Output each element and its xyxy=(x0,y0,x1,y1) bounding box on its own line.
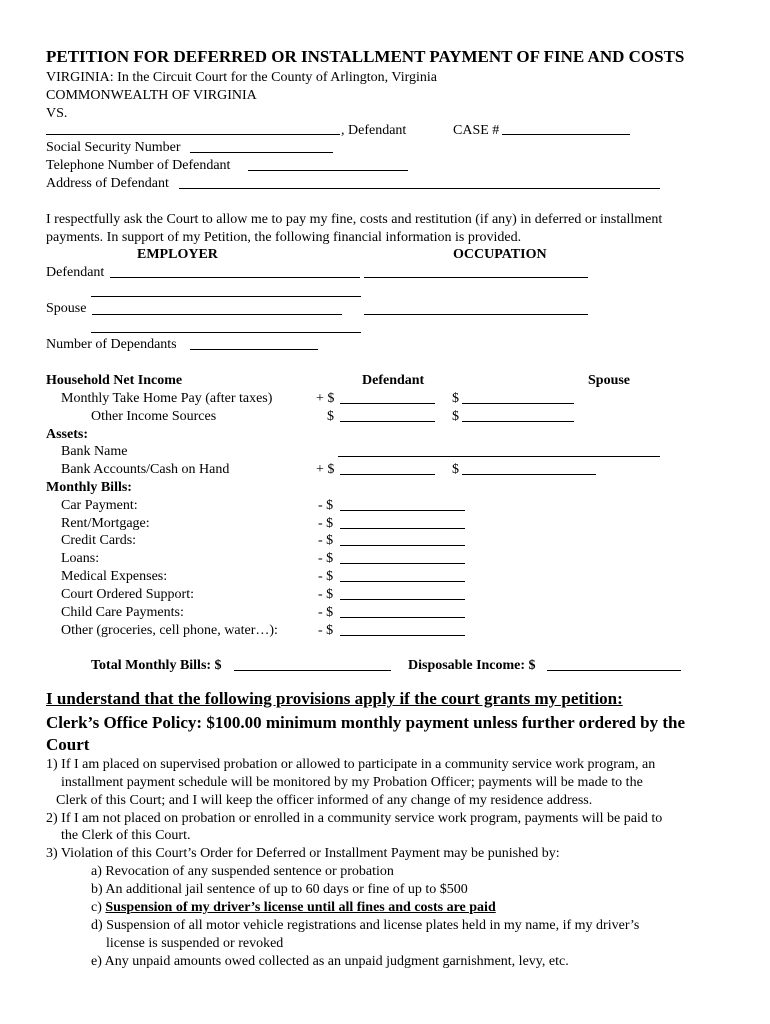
bank-accounts-defendant-field[interactable] xyxy=(340,474,435,475)
intro-line-1: I respectfully ask the Court to allow me to pay my fine, costs and restitution (if any) in deferred or installment xyxy=(46,212,663,227)
bill-rent-field[interactable] xyxy=(340,528,465,529)
col-defendant-header: Defendant xyxy=(362,373,425,388)
provision-1c: Clerk of this Court; and I will keep the officer informed of any change of my residence address. xyxy=(56,793,593,808)
take-home-sign: + $ xyxy=(316,391,335,406)
bill-credit-field[interactable] xyxy=(340,545,465,546)
defendant-employer-field-2[interactable] xyxy=(91,296,361,297)
dependants-field[interactable] xyxy=(190,349,318,350)
case-label: CASE # xyxy=(453,123,500,138)
provision-1a: 1) If I am placed on supervised probation or allowed to participate in a community service work program, an xyxy=(46,757,656,772)
bills-header: Monthly Bills: xyxy=(46,480,132,495)
bill-loans-field[interactable] xyxy=(340,563,465,564)
bill-other-field[interactable] xyxy=(340,635,465,636)
bill-sign: - $ xyxy=(318,516,334,531)
vs-line: VS. xyxy=(46,106,68,121)
other-income-dollar: $ xyxy=(327,409,334,424)
page-title: PETITION FOR DEFERRED OR INSTALLMENT PAYMENT OF FINE AND COSTS xyxy=(46,47,685,66)
bill-label: Medical Expenses: xyxy=(61,569,168,584)
bank-accounts-spouse-dollar: $ xyxy=(452,462,459,477)
bill-label: Child Care Payments: xyxy=(61,605,184,620)
understand-heading: I understand that the following provisions apply if the court grants my petition: xyxy=(46,689,623,708)
bill-support-field[interactable] xyxy=(340,599,465,600)
commonwealth-line: COMMONWEALTH OF VIRGINIA xyxy=(46,88,257,103)
provision-3b: b) An additional jail sentence of up to 60 days or fine of up to $500 xyxy=(91,882,468,897)
bill-sign: - $ xyxy=(318,623,334,638)
total-bills-field[interactable] xyxy=(234,670,391,671)
bill-label: Car Payment: xyxy=(61,498,138,513)
provision-3d-1: d) Suspension of all motor vehicle registrations and license plates held in my name, if my driver’s xyxy=(91,918,640,933)
provision-2a: 2) If I am not placed on probation or enrolled in a community service work program, payments will be paid to xyxy=(46,811,663,826)
phone-field[interactable] xyxy=(248,170,408,171)
bill-sign: - $ xyxy=(318,498,334,513)
disposable-income-field[interactable] xyxy=(547,670,681,671)
bill-sign: - $ xyxy=(318,605,334,620)
policy-line-1: Clerk’s Office Policy: $100.00 minimum monthly payment unless further ordered by the xyxy=(46,713,686,732)
take-home-spouse-field[interactable] xyxy=(462,403,574,404)
defendant-employer-field[interactable] xyxy=(110,277,360,278)
bill-sign: - $ xyxy=(318,587,334,602)
bill-sign: - $ xyxy=(318,533,334,548)
court-line: VIRGINIA: In the Circuit Court for the County of Arlington, Virginia xyxy=(46,70,437,85)
bill-medical-field[interactable] xyxy=(340,581,465,582)
bill-label: Credit Cards: xyxy=(61,533,137,548)
provision-1b: installment payment schedule will be monitored by my Probation Officer; payments will be made to the xyxy=(61,775,643,790)
other-income-label: Other Income Sources xyxy=(91,409,217,424)
provision-3c xyxy=(91,899,496,916)
phone-label: Telephone Number of Defendant xyxy=(46,158,231,173)
household-header: Household Net Income xyxy=(46,373,183,388)
other-income-spouse-field[interactable] xyxy=(462,421,574,422)
bank-accounts-label: Bank Accounts/Cash on Hand xyxy=(61,462,230,477)
bill-label: Other (groceries, cell phone, water…): xyxy=(61,623,278,638)
bill-label: Rent/Mortgage: xyxy=(61,516,150,531)
spouse-occupation-field[interactable] xyxy=(364,314,588,315)
ssn-label: Social Security Number xyxy=(46,140,181,155)
provision-3a: a) Revocation of any suspended sentence or probation xyxy=(91,864,394,879)
col-spouse-header: Spouse xyxy=(588,373,631,388)
ssn-field[interactable] xyxy=(190,152,333,153)
bank-accounts-spouse-field[interactable] xyxy=(462,474,596,475)
total-bills-label: Total Monthly Bills: $ xyxy=(91,658,222,673)
dependants-label: Number of Dependants xyxy=(46,337,177,352)
policy-line-2: Court xyxy=(46,735,90,754)
bill-car-field[interactable] xyxy=(340,510,465,511)
other-income-defendant-field[interactable] xyxy=(340,421,435,422)
bank-accounts-sign: + $ xyxy=(316,462,335,477)
bill-label: Loans: xyxy=(61,551,100,566)
defendant-label: , Defendant xyxy=(341,123,407,138)
bank-name-label: Bank Name xyxy=(61,444,128,459)
address-field[interactable] xyxy=(179,188,660,189)
bank-name-field[interactable] xyxy=(338,456,660,457)
bill-label: Court Ordered Support: xyxy=(61,587,194,602)
spouse-employer-field-2[interactable] xyxy=(91,332,361,333)
provision-3c-text: Suspension of my driver’s license until all fines and costs are paid xyxy=(105,900,496,915)
bill-childcare-field[interactable] xyxy=(340,617,465,618)
spouse-employer-field[interactable] xyxy=(92,314,342,315)
take-home-defendant-field[interactable] xyxy=(340,403,435,404)
other-income-spouse-dollar: $ xyxy=(452,409,459,424)
provision-3: 3) Violation of this Court’s Order for Deferred or Installment Payment may be punished by: xyxy=(46,846,560,861)
employer-defendant-label: Defendant xyxy=(46,265,105,280)
employer-header: EMPLOYER xyxy=(137,247,218,262)
bill-sign: - $ xyxy=(318,551,334,566)
provision-3c-prefix: c) xyxy=(91,900,106,915)
assets-header: Assets: xyxy=(46,427,88,442)
occupation-header: OCCUPATION xyxy=(453,247,547,262)
provision-3e: e) Any unpaid amounts owed collected as an unpaid judgment garnishment, levy, etc. xyxy=(91,954,569,969)
provision-2b: the Clerk of this Court. xyxy=(61,828,191,843)
disposable-income-label: Disposable Income: $ xyxy=(408,658,536,673)
employer-spouse-label: Spouse xyxy=(46,301,87,316)
defendant-name-field[interactable] xyxy=(46,134,340,135)
address-label: Address of Defendant xyxy=(46,176,169,191)
bill-sign: - $ xyxy=(318,569,334,584)
defendant-occupation-field[interactable] xyxy=(364,277,588,278)
provision-3d-2: license is suspended or revoked xyxy=(106,936,284,951)
intro-line-2: payments. In support of my Petition, the following financial information is provided. xyxy=(46,230,522,245)
case-number-field[interactable] xyxy=(502,134,630,135)
take-home-spouse-dollar: $ xyxy=(452,391,459,406)
take-home-label: Monthly Take Home Pay (after taxes) xyxy=(61,391,273,406)
